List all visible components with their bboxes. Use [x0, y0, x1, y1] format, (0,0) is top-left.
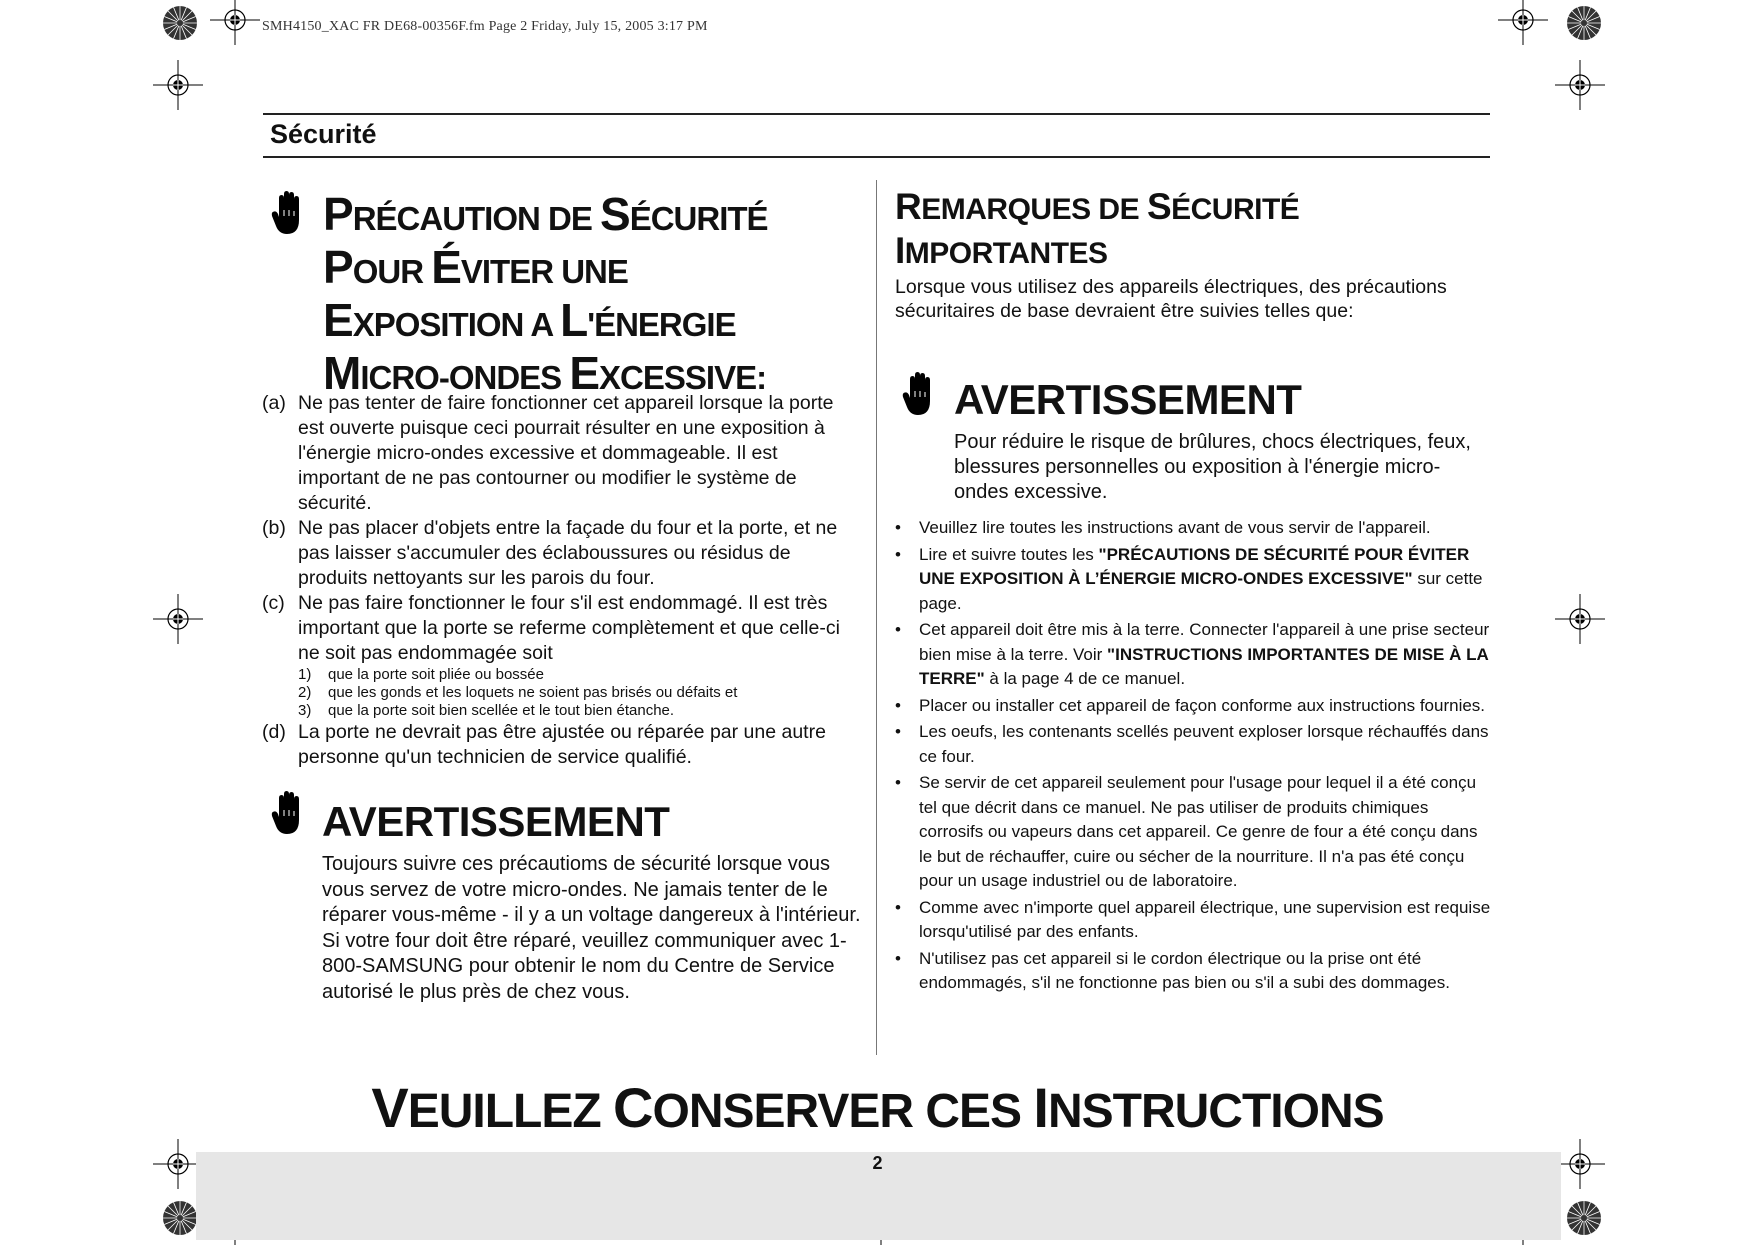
item-label: (a) — [262, 392, 286, 414]
title-cap: L — [560, 294, 588, 346]
bullet-text — [919, 720, 1495, 769]
registration-mark-icon — [1555, 60, 1605, 110]
section-title: Sécurité — [270, 119, 377, 149]
title-rest: ÉCURITÉ — [629, 200, 768, 237]
list-item — [895, 947, 1495, 996]
item-text: Ne pas tenter de faire fonctionner cet appareil lorsque la porte est ouverte puisque ceci pourrait résulter en une exposition à l'énergie micro-ondes excessive et dommageable. Il est important de ne pas contourner ou modifier le système de sécurité. — [298, 392, 834, 514]
sub-list — [298, 666, 862, 720]
list-item — [262, 720, 862, 770]
left-warning-title: AVERTISSEMENT — [322, 798, 670, 845]
print-header: SMH4150_XAC FR DE68-00356F.fm Page 2 Friday, July 15, 2005 3:17 PM — [262, 19, 708, 34]
title-cap: C — [613, 1076, 653, 1139]
bullet-text — [919, 618, 1495, 692]
title-cap: S — [1146, 186, 1172, 227]
right-section-title — [895, 186, 1495, 274]
warning-hand-icon — [270, 790, 306, 838]
title-rest: XPOSITION A — [352, 306, 561, 343]
list-item — [262, 391, 862, 516]
title-cap: E — [569, 347, 600, 399]
title-rest: XCESSIVE: — [599, 359, 767, 396]
registration-mark-icon — [210, 0, 260, 45]
warning-hand-icon — [270, 190, 306, 238]
precaution-list — [262, 391, 862, 770]
starburst-mark-icon — [1566, 5, 1602, 41]
list-item — [895, 694, 1495, 719]
sub-list-item — [298, 684, 862, 702]
sub-item-text: que les gonds et les loquets ne soient pas brisés ou défaits et — [328, 684, 738, 701]
title-cap: M — [323, 347, 361, 399]
sub-list-item — [298, 702, 862, 720]
list-item — [895, 516, 1495, 541]
title-rest: EMARQUES DE — [921, 193, 1147, 226]
footer-title — [0, 1075, 1755, 1140]
title-cap: I — [1033, 1076, 1048, 1139]
sub-item-text: que la porte soit pliée ou bossée — [328, 666, 544, 683]
page-number: 2 — [872, 1153, 883, 1173]
right-warning-title: AVERTISSEMENT — [954, 376, 1302, 423]
bullet: • — [895, 518, 901, 537]
item-text: Ne pas placer d'objets entre la façade du four et la porte, et ne pas laisser s'accumuler des éclaboussures ou résidus de produits nettoyants sur les parois du four. — [298, 517, 838, 589]
title-rest: ONSERVER CES — [652, 1085, 1034, 1138]
title-rest: NSTRUCTIONS — [1047, 1085, 1384, 1138]
title-line — [895, 230, 1495, 274]
sub-item-text: que la porte soit bien scellée et le tout bien étanche. — [328, 702, 675, 719]
bullet-bold-part: "INSTRUCTIONS IMPORTANTES DE MISE À LA TERRE" — [919, 644, 1489, 688]
registration-mark-icon — [1498, 0, 1548, 45]
registration-mark-icon — [1555, 594, 1605, 644]
column-divider — [876, 180, 877, 1055]
title-line — [895, 186, 1495, 230]
list-item — [895, 720, 1495, 769]
list-item — [895, 896, 1495, 945]
warning-hand-icon — [901, 371, 937, 419]
bullet-text — [919, 516, 1495, 541]
left-warning-text: Toujours suivre ces précautioms de sécurité lorsque vous vous servez de votre micro-ondes. Ne jamais tenter de le réparer vous-même - il y a un voltage dangereux à l'intérieur. Si votre four doit être réparé, veuillez communiquer avec 1-800-SAMSUNG pour obtenir le nom du Centre de Service autorisé le plus près de chez vous. — [322, 853, 861, 1003]
item-label: (b) — [262, 517, 286, 539]
title-rest: ÉCURITÉ — [1171, 193, 1300, 226]
bullet-text-part: sur cette page. — [919, 569, 1483, 613]
title-cap: I — [895, 230, 905, 271]
list-item — [262, 516, 862, 591]
bullet-text-part: N'utilisez pas cet appareil si le cordon électrique ou la prise ont été endommagés, s'il ne fonctionne pas bien ou s'il a subi des dommages. — [919, 948, 1450, 992]
bullet-text — [919, 947, 1495, 996]
sub-item-number: 1) — [298, 666, 312, 683]
list-item — [895, 618, 1495, 692]
bullet-text-part: Se servir de cet appareil seulement pour l'usage pour lequel il a été conçu tel que décrit dans ce manuel. Ne pas utiliser de produits chimiques corrosifs ou vapeurs dans cet appareil. Ce genre de four a été conçu dans le but de réchauffer, cuire ou sécher de la nourriture. Il n'a pas été conçu pour un usage industriel ou de laboratoire. — [919, 773, 1478, 890]
title-cap: V — [371, 1076, 408, 1139]
title-cap: E — [323, 294, 353, 346]
title-cap: P — [323, 241, 353, 293]
bullet: • — [895, 897, 901, 917]
item-label: (d) — [262, 721, 286, 743]
bullet: • — [895, 948, 901, 968]
item-label: (c) — [262, 592, 285, 614]
title-cap: P — [323, 188, 353, 240]
right-warning-text: Pour réduire le risque de brûlures, chocs électriques, feux, blessures personnelles ou exposition à l'énergie micro-ondes excessive. — [954, 431, 1471, 503]
bullet: • — [895, 620, 901, 639]
bullet-text-part: Comme avec n'importe quel appareil électrique, une supervision est requise lorsqu'utilisé par des enfants. — [919, 897, 1491, 941]
right-intro-text: Lorsque vous utilisez des appareils électriques, des précautions sécuritaires de base devraient être suivies telles que: — [895, 276, 1447, 322]
sub-list-item — [298, 666, 862, 684]
starburst-mark-icon — [162, 1200, 198, 1236]
sub-item-number: 3) — [298, 702, 312, 719]
bullet-text-part: Placer ou installer cet appareil de façon conforme aux instructions fournies. — [919, 695, 1486, 715]
title-rest: OUR — [352, 253, 432, 290]
bullet: • — [895, 695, 901, 715]
title-line — [323, 243, 863, 296]
title-line — [323, 190, 863, 243]
title-cap: É — [431, 241, 461, 293]
title-rest: EUILLEZ — [407, 1085, 614, 1138]
title-rest: MPORTANTES — [904, 237, 1108, 270]
bullet-text — [919, 896, 1495, 945]
bullet-text-part: Lire et suivre toutes les — [919, 544, 1099, 564]
sub-item-number: 2) — [298, 684, 312, 701]
bullet-text — [919, 771, 1495, 894]
header-top-rule — [263, 113, 1490, 115]
bullet-bold-part: "PRÉCAUTIONS DE SÉCURITÉ POUR ÉVITER UNE EXPOSITION À L’ÉNERGIE MICRO-ONDES EXCESSIVE" — [919, 544, 1470, 588]
bullet: • — [895, 722, 901, 741]
precaution-title — [323, 190, 863, 402]
title-rest: 'ÉNERGIE — [587, 306, 736, 343]
item-text: La porte ne devrait pas être ajustée ou réparée par une autre personne qu'un technicien de service qualifié. — [298, 721, 826, 768]
title-rest: RÉCAUTION DE — [352, 200, 601, 237]
list-item — [262, 591, 862, 666]
bullet-text-part: Les oeufs, les contenants scellés peuvent exploser lorsque réchauffés dans ce four. — [919, 722, 1489, 766]
header-bottom-rule — [263, 156, 1490, 158]
registration-mark-icon — [153, 60, 203, 110]
bullet-text-part: Cet appareil doit être mis à la terre. Connecter l'appareil à une prise secteur bien mise à la terre. Voir — [919, 620, 1490, 664]
item-text: Ne pas faire fonctionner le four s'il est endommagé. Il est très important que la porte se referme complètement et que celle-ci ne soit pas endommagée soit — [298, 592, 840, 664]
bullet-text-part: Veuillez lire toutes les instructions avant de vous servir de l'appareil. — [919, 518, 1431, 537]
list-item — [895, 543, 1495, 617]
registration-mark-icon — [153, 594, 203, 644]
title-cap: R — [895, 186, 922, 227]
starburst-mark-icon — [162, 5, 198, 41]
title-rest: VITER UNE — [460, 253, 628, 290]
title-line — [323, 296, 863, 349]
starburst-mark-icon — [1566, 1200, 1602, 1236]
safety-bullet-list — [895, 516, 1495, 998]
bullet: • — [895, 773, 901, 792]
list-item — [895, 771, 1495, 894]
bullet-text — [919, 543, 1495, 617]
bullet-text — [919, 694, 1495, 719]
bullet-text-part: à la page 4 de ce manuel. — [984, 669, 1186, 688]
title-rest: ICRO-ONDES — [360, 359, 570, 396]
title-cap: S — [600, 188, 630, 240]
bullet: • — [895, 544, 901, 564]
